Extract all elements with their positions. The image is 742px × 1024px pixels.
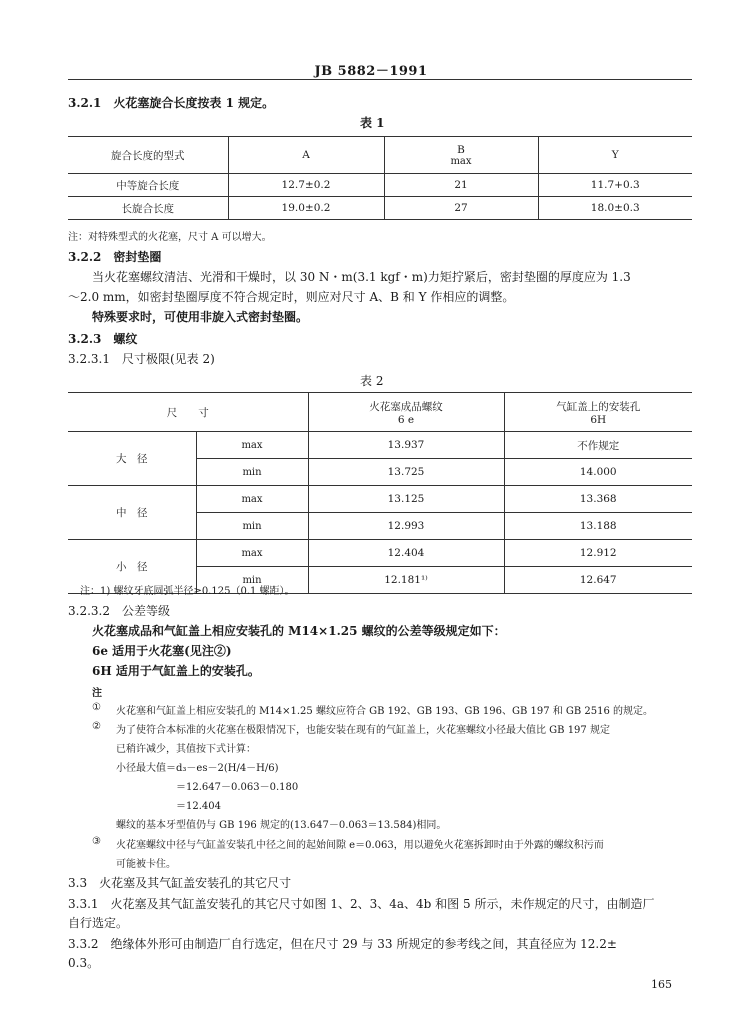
s322-line1: 当火花塞螺纹清洁、光滑和干燥时，以 30 N・m(3.1 kgf・m)力矩拧紧后，密封垫圈的厚度应为 1.3 xyxy=(92,270,631,284)
section-3-3-heading: 3.3 火花塞及其气缸盖安装孔的其它尺寸 xyxy=(68,876,292,890)
t2-limit: min xyxy=(196,459,308,486)
t1-header-type: 旋合长度的型式 xyxy=(68,137,228,174)
t1-header-b-label: B xyxy=(457,143,465,156)
t2-cell: 12.993 xyxy=(308,513,504,540)
t1-cell: 12.7±0.2 xyxy=(228,174,384,197)
section-3-2-3-heading: 3.2.3 螺纹 xyxy=(68,332,138,346)
t2-cell: 13.368 xyxy=(504,486,692,513)
s332-line1: 3.3.2 绝缘体外形可由制造厂自行选定，但在尺寸 29 与 33 所规定的参考线之间，其直径应为 12.2± xyxy=(68,937,617,951)
t2-header-col2-sub: 6H xyxy=(590,413,607,426)
t2-cell: 14.000 xyxy=(504,459,692,486)
table-row xyxy=(68,486,692,513)
t2-cell: 12.647 xyxy=(504,567,692,594)
table-row xyxy=(68,432,692,459)
t2-header-col1-label: 火花塞成品螺纹 xyxy=(369,400,443,413)
t2-cell: 13.725 xyxy=(308,459,504,486)
s331-line1: 3.3.1 火花塞及其气缸盖安装孔的其它尺寸如图 1、2、3、4a、4b 和图 5 所示，未作规定的尺寸，由制造厂 xyxy=(68,897,655,911)
s332-line2: 0.3。 xyxy=(68,956,100,970)
t2-limit: min xyxy=(196,513,308,540)
s3232-line2: 6e 适用于火花塞(见注②) xyxy=(92,644,232,658)
formula-line3: ＝12.404 xyxy=(176,801,221,812)
t2-group-name: 中 径 xyxy=(68,486,196,540)
note2-line1: 为了使符合本标准的火花塞在极限情况下，也能安装在现有的气缸盖上，火花塞螺纹小径最大值比 GB 197 规定 xyxy=(116,725,610,736)
table-1 xyxy=(68,136,692,220)
formula-line1: 小径最大值＝d₃－es－2(H/4－H/6) xyxy=(116,763,279,774)
t2-group-name: 小 径 xyxy=(68,540,196,594)
note2-line2: 已稍许减少，其值按下式计算： xyxy=(116,744,256,755)
formula-line4: 螺纹的基本牙型值仍与 GB 196 规定的(13.647－0.063＝13.584)相同。 xyxy=(116,820,447,831)
t1-header-a: A xyxy=(228,137,384,174)
header-rule xyxy=(68,79,692,80)
t1-cell: 21 xyxy=(384,174,538,197)
table1-note: 注：对特殊型式的火花塞，尺寸 A 可以增大。 xyxy=(68,232,272,243)
s322-line3: 特殊要求时，可使用非旋入式密封垫圈。 xyxy=(92,310,309,324)
s3232-line3: 6H 适用于气缸盖上的安装孔。 xyxy=(92,664,260,678)
t2-header-dimension: 尺 寸 xyxy=(68,393,308,432)
t2-limit: max xyxy=(196,540,308,567)
s3232-line1: 火花塞成品和气缸盖上相应安装孔的 M14×1.25 螺纹的公差等级规定如下： xyxy=(92,624,506,638)
section-3-2-3-2-heading: 3.2.3.2 公差等级 xyxy=(68,604,170,618)
table-2 xyxy=(68,392,692,594)
t2-cell: 12.912 xyxy=(504,540,692,567)
t2-cell: 不作规定 xyxy=(504,432,692,459)
t1-cell: 中等旋合长度 xyxy=(68,174,228,197)
t2-limit: max xyxy=(196,486,308,513)
note3-marker: ③ xyxy=(92,836,101,847)
t2-group-name: 大 径 xyxy=(68,432,196,486)
note1-marker: ① xyxy=(92,702,101,713)
section-3-2-1: 3.2.1 火花塞旋合长度按表 1 规定。 xyxy=(68,96,275,110)
note3-line2: 可能被卡住。 xyxy=(116,859,176,870)
t1-cell: 19.0±0.2 xyxy=(228,197,384,220)
page-number: 165 xyxy=(651,978,672,991)
t1-header-y: Y xyxy=(538,137,692,174)
note2-marker: ② xyxy=(92,721,101,732)
document-id-header: JB 5882－1991 xyxy=(314,64,428,79)
t2-cell: 13.937 xyxy=(308,432,504,459)
notes-label: 注 xyxy=(92,688,102,699)
t2-cell: 12.404 xyxy=(308,540,504,567)
t2-limit: max xyxy=(196,432,308,459)
t1-cell: 27 xyxy=(384,197,538,220)
note3-line1: 火花塞螺纹中径与气缸盖安装孔中径之间的起始间隙 e＝0.063，用以避免火花塞拆卸时由于外露的螺纹积污而 xyxy=(116,840,604,851)
t2-cell: 12.181¹⁾ xyxy=(308,567,504,594)
t1-cell: 长旋合长度 xyxy=(68,197,228,220)
t1-header-b-max: max xyxy=(450,155,472,167)
t2-limit: min xyxy=(196,567,308,594)
section-3-2-2-heading: 3.2.2 密封垫圈 xyxy=(68,250,162,264)
table2-note: 注：1) 螺纹牙底圆弧半径≥0.125（0.1 螺距）。 xyxy=(80,586,295,597)
t2-header-col1 xyxy=(308,393,504,432)
table2-caption: 表 2 xyxy=(360,374,384,388)
t1-header-b xyxy=(384,137,538,174)
note1-text: 火花塞和气缸盖上相应安装孔的 M14×1.25 螺纹应符合 GB 192、GB 193、GB 196、GB 197 和 GB 2516 的规定。 xyxy=(116,706,654,717)
t2-cell: 13.188 xyxy=(504,513,692,540)
table1-caption: 表 1 xyxy=(360,116,385,130)
t2-header-col2 xyxy=(504,393,692,432)
t1-cell: 11.7+0.3 xyxy=(538,174,692,197)
s331-line2: 自行选定。 xyxy=(68,916,129,930)
table-row xyxy=(68,197,692,220)
t2-cell: 13.125 xyxy=(308,486,504,513)
t1-cell: 18.0±0.3 xyxy=(538,197,692,220)
table-row xyxy=(68,540,692,567)
s322-line2: ～2.0 mm，如密封垫圈厚度不符合规定时，则应对尺寸 A、B 和 Y 作相应的调整。 xyxy=(68,290,515,304)
t2-header-col2-label: 气缸盖上的安装孔 xyxy=(556,400,641,413)
t2-header-col1-sub: 6 e xyxy=(397,413,415,426)
table-row xyxy=(68,174,692,197)
section-3-2-3-1-heading: 3.2.3.1 尺寸极限(见表 2) xyxy=(68,352,215,366)
formula-line2: ＝12.647－0.063－0.180 xyxy=(176,782,299,793)
